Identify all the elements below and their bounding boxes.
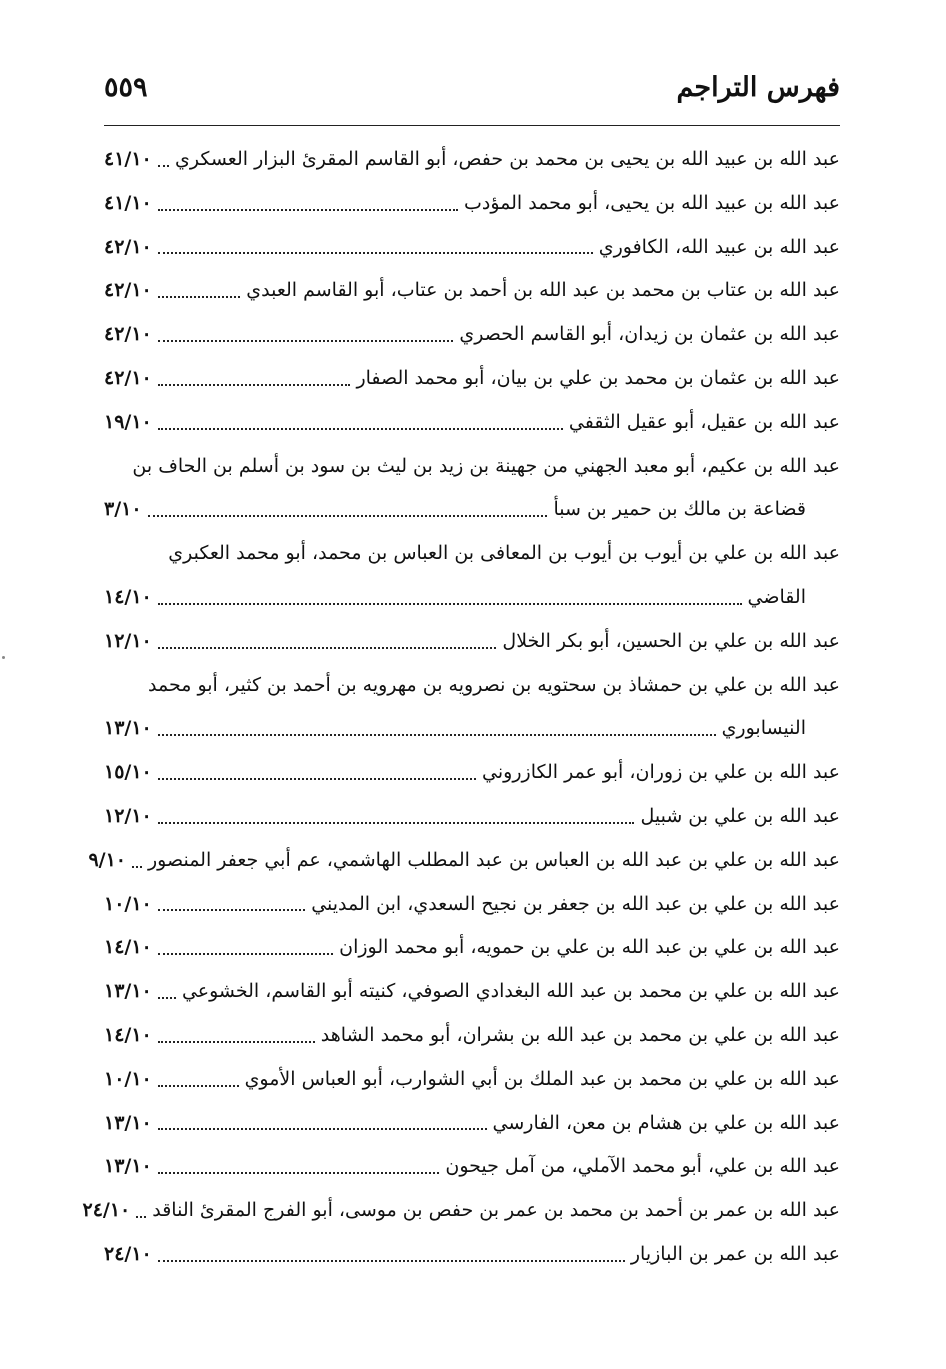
dot-leader: [136, 1216, 146, 1218]
entry-line: [104, 926, 840, 970]
entry-name: عبد الله بن علي بن حمشاذ بن سحتويه بن نصرويه بن مهرويه بن أحمد بن كثير، أبو محمد: [148, 673, 840, 696]
volume-page-reference: ٣/١٠: [104, 498, 142, 521]
entry-name: عبد الله بن عثمان بن زيدان، أبو القاسم الحصري: [459, 323, 840, 346]
index-entry: [104, 620, 840, 664]
biography-index-list: [82, 138, 840, 1277]
dot-leader: [158, 340, 454, 342]
index-entry: [88, 839, 840, 883]
dot-leader: [158, 997, 176, 999]
entry-name: عبد الله بن علي بن الحسين، أبو بكر الخلال: [502, 629, 840, 652]
index-entry: [104, 269, 840, 313]
index-entry: [104, 313, 840, 357]
dot-leader: [158, 734, 716, 736]
dot-leader: [158, 1172, 440, 1174]
dot-leader: [158, 252, 593, 254]
volume-page-reference: ٢٤/١٠: [104, 1242, 152, 1265]
dot-leader: [158, 1041, 315, 1043]
dot-leader: [158, 165, 169, 167]
entry-name-continuation: النيسابوري: [721, 717, 806, 740]
entry-name: عبد الله بن علي بن محمد بن عبد الله بن بشران، أبو محمد الشاهد: [320, 1023, 840, 1046]
dot-leader: [158, 384, 351, 386]
index-entry: [104, 1102, 840, 1146]
index-entry: [104, 970, 840, 1014]
index-entry: [104, 532, 840, 620]
volume-page-reference: ٤٢/١٠: [104, 366, 152, 389]
index-entry: [104, 401, 840, 445]
entry-name: عبد الله بن عثمان بن محمد بن علي بن بيان، أبو محمد الصفار: [356, 366, 840, 389]
entry-line: [104, 970, 840, 1014]
dot-leader: [158, 296, 240, 298]
margin-speck: [2, 656, 5, 659]
entry-name: عبد الله بن علي بن هشام بن معن، الفارسي: [492, 1111, 840, 1134]
entry-line: [104, 532, 840, 576]
dot-leader: [158, 1128, 487, 1130]
entry-continuation-line: [104, 488, 840, 532]
entry-name: عبد الله بن علي بن عبد الله بن جعفر بن نجيح السعدي، ابن المديني: [311, 892, 840, 915]
entry-line: [88, 839, 840, 883]
entry-name: عبد الله بن عمر بن أحمد بن محمد بن عمر بن حفص بن موسى، أبو الفرج المقرئ الناقد: [152, 1199, 840, 1222]
entry-line: [104, 269, 840, 313]
index-entry: [104, 664, 840, 752]
volume-page-reference: ١٤/١٠: [104, 936, 152, 959]
volume-page-reference: ١٥/١٠: [104, 761, 152, 784]
entry-continuation-line: [104, 707, 840, 751]
dot-leader: [158, 647, 497, 649]
index-entry: [104, 751, 840, 795]
index-entry: [104, 1058, 840, 1102]
dot-leader: [158, 909, 305, 911]
entry-name: عبد الله بن عبيد الله بن يحيى بن محمد بن حفص، أبو القاسم المقرئ البزار العسكري: [175, 148, 840, 170]
index-entry: [104, 1014, 840, 1058]
entry-line: [104, 664, 840, 708]
page-title: فهرس التراجم: [676, 72, 840, 103]
header-divider: [104, 125, 840, 126]
index-entry: [104, 445, 840, 533]
index-entry: [104, 926, 840, 970]
volume-page-reference: ١٣/١٠: [104, 980, 152, 1003]
entry-line: [104, 1145, 840, 1189]
dot-leader: [148, 515, 548, 517]
entry-name: عبد الله بن علي بن محمد بن عبد الله البغدادي الصوفي، كنيته أبو القاسم، الخشوعي: [181, 980, 840, 1003]
page-number: ٥٥٩: [104, 72, 148, 103]
entry-name: عبد الله بن عتاب بن محمد بن عبد الله بن أحمد بن عتاب، أبو القاسم العبدي: [246, 279, 840, 302]
entry-line: [104, 182, 840, 226]
entry-name: عبد الله بن عكيم، أبو معبد الجهني من جهينة بن زيد بن ليث بن سود بن أسلم بن الحاف بن: [132, 454, 840, 477]
entry-name: عبد الله بن عقيل، أبو عقيل الثقفي: [568, 410, 840, 433]
entry-line: [104, 751, 840, 795]
entry-name: عبد الله بن علي بن عبد الله بن العباس بن عبد المطلب الهاشمي، عم أبي جعفر المنصور: [148, 848, 840, 871]
dot-leader: [158, 778, 476, 780]
entry-line: [82, 1189, 840, 1233]
index-entry: [104, 357, 840, 401]
entry-name: عبد الله بن علي بن زوران، أبو عمر الكازروني: [482, 761, 840, 784]
entry-line: [104, 1233, 840, 1277]
entry-name-continuation: القاضي: [747, 585, 806, 608]
volume-page-reference: ٤١/١٠: [104, 191, 152, 214]
entry-name: عبد الله بن علي، أبو محمد الآملي، من آمل جيحون: [445, 1155, 840, 1178]
entry-line: [104, 313, 840, 357]
dot-leader: [158, 822, 635, 824]
volume-page-reference: ١٠/١٠: [104, 1067, 152, 1090]
entry-name: عبد الله بن عمر بن البازيار: [630, 1242, 840, 1265]
entry-line: [104, 357, 840, 401]
entry-line: [104, 1058, 840, 1102]
volume-page-reference: ٤١/١٠: [104, 148, 152, 170]
index-entry: [104, 138, 840, 182]
dot-leader: [132, 866, 142, 868]
entry-name: عبد الله بن علي بن محمد بن عبد الملك بن أبي الشوارب، أبو العباس الأموي: [244, 1067, 840, 1090]
dot-leader: [158, 1085, 239, 1087]
entry-line: [104, 795, 840, 839]
index-entry: [104, 182, 840, 226]
entry-name: عبد الله بن علي بن أيوب بن أيوب بن المعافى بن العباس بن محمد، أبو محمد العكبري: [168, 542, 840, 565]
entry-continuation-line: [104, 576, 840, 620]
entry-line: [104, 138, 840, 182]
volume-page-reference: ٤٢/١٠: [104, 323, 152, 346]
entry-name: عبد الله بن علي بن شبيل: [640, 804, 840, 827]
entry-line: [104, 1014, 840, 1058]
index-entry: [104, 226, 840, 270]
volume-page-reference: ١٩/١٠: [104, 410, 152, 433]
entry-line: [104, 883, 840, 927]
page-header: [104, 68, 840, 118]
index-entry: [82, 1189, 840, 1233]
volume-page-reference: ١٣/١٠: [104, 1155, 152, 1178]
volume-page-reference: ١٠/١٠: [104, 892, 152, 915]
dot-leader: [158, 1260, 625, 1262]
volume-page-reference: ١٣/١٠: [104, 1111, 152, 1134]
dot-leader: [158, 603, 742, 605]
index-entry: [104, 1145, 840, 1189]
index-entry: [104, 1233, 840, 1277]
entry-name: عبد الله بن عبيد الله، الكافوري: [598, 235, 840, 258]
entry-line: [104, 620, 840, 664]
volume-page-reference: ١٤/١٠: [104, 585, 152, 608]
volume-page-reference: ١٣/١٠: [104, 717, 152, 740]
index-entry: [104, 795, 840, 839]
volume-page-reference: ١٤/١٠: [104, 1023, 152, 1046]
dot-leader: [158, 953, 333, 955]
dot-leader: [158, 428, 563, 430]
volume-page-reference: ٤٢/١٠: [104, 235, 152, 258]
entry-name: عبد الله بن علي بن عبد الله بن علي بن حمويه، أبو محمد الوزان: [339, 936, 840, 959]
entry-line: [104, 1102, 840, 1146]
entry-line: [104, 445, 840, 489]
entry-line: [104, 401, 840, 445]
volume-page-reference: ٢٤/١٠: [82, 1199, 131, 1222]
dot-leader: [158, 209, 458, 211]
volume-page-reference: ١٢/١٠: [104, 629, 152, 652]
index-entry: [104, 883, 840, 927]
volume-page-reference: ٤٢/١٠: [104, 279, 152, 302]
entry-name: عبد الله بن عبيد الله بن يحيى، أبو محمد المؤدب: [463, 191, 840, 214]
entry-line: [104, 226, 840, 270]
volume-page-reference: ٩/١٠: [88, 848, 126, 871]
entry-name-continuation: قضاعة بن مالك بن حمير بن سبأ: [553, 498, 806, 521]
volume-page-reference: ١٢/١٠: [104, 804, 152, 827]
